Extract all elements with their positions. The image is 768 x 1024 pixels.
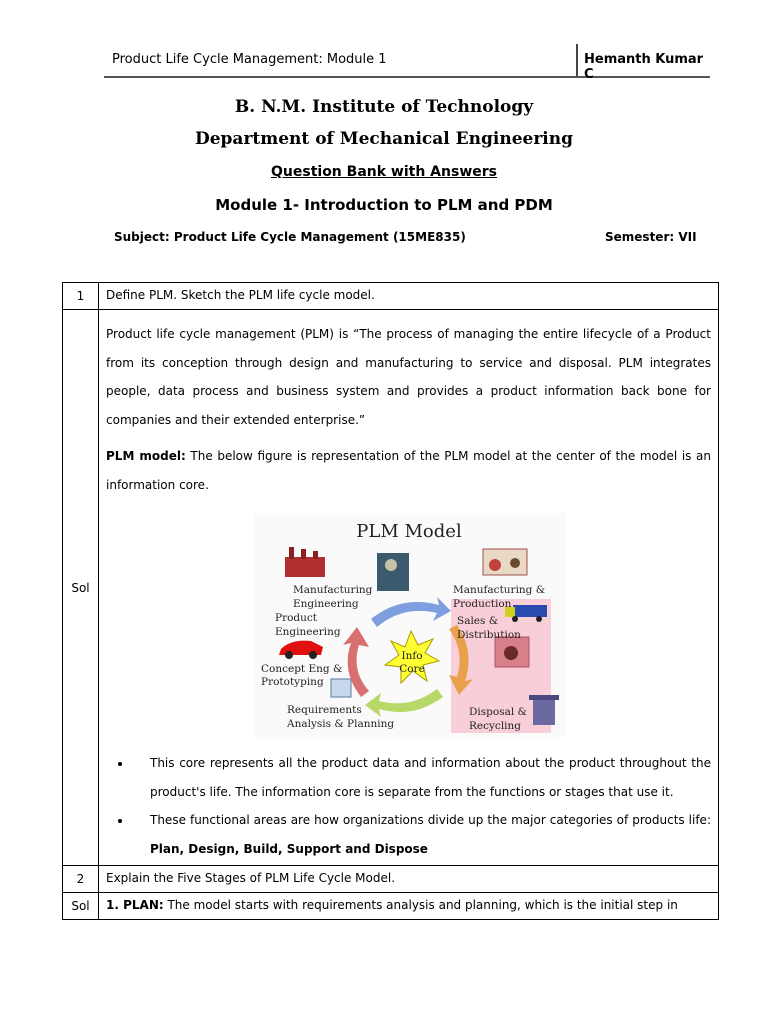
model-paragraph xyxy=(106,442,711,499)
header-right: Hemanth Kumar C xyxy=(584,52,704,82)
question-table xyxy=(62,282,719,920)
model-paragraph-lead: PLM model: xyxy=(106,449,186,463)
question-cell xyxy=(99,283,719,310)
label-mfg-eng-1: Manufacturing xyxy=(292,584,372,596)
header-separator xyxy=(576,44,578,76)
plan-stage-text xyxy=(106,893,711,919)
bullet2-text: These functional areas are how organizations divide up the major categories of products life: xyxy=(150,813,711,827)
label-mfg-eng-2: Engineering xyxy=(292,598,359,610)
question-text: Define PLM. Sketch the PLM life cycle model. xyxy=(106,288,375,302)
label-sales-1: Sales & xyxy=(456,615,498,627)
label-req-2: Analysis & Planning xyxy=(286,718,394,730)
plm-model-figure xyxy=(253,513,565,737)
plan-stage-lead: 1. PLAN: xyxy=(106,898,164,912)
plm-model-diagram xyxy=(253,513,565,737)
worker-icon xyxy=(377,553,409,591)
table-row xyxy=(63,310,719,866)
label-mfg-prod-1: Manufacturing & xyxy=(452,584,545,596)
table-row xyxy=(63,893,719,920)
page-header xyxy=(104,44,710,82)
assembly-icon xyxy=(483,549,527,575)
row-number: 2 xyxy=(63,866,99,893)
solution-cell xyxy=(99,310,719,866)
question-cell xyxy=(99,866,719,893)
core-bullet-list xyxy=(106,749,711,863)
table-row xyxy=(63,866,719,893)
label-prod-eng-1: Product xyxy=(274,612,317,624)
row-number: Sol xyxy=(63,310,99,866)
semester-line: Semester: VII xyxy=(605,230,697,244)
question-bank-heading: Question Bank with Answers xyxy=(271,164,497,180)
label-sales-2: Distribution xyxy=(456,629,521,641)
label-disposal-2: Recycling xyxy=(468,720,521,732)
label-disposal-1: Disposal & xyxy=(468,706,527,718)
solution-cell xyxy=(99,893,719,920)
table-row xyxy=(63,283,719,310)
definition-paragraph: Product life cycle management (PLM) is “The process of managing the entire lifecycle of a Product from its conception through design and manufacturing to service and disposal. PLM integrates people, data process and business system and provides a product information back bone for companies and their extended enterprise.” xyxy=(106,327,711,427)
model-paragraph-text: The below figure is representation of the PLM model at the center of the model is an information core. xyxy=(106,449,712,492)
plan-stage-body: The model starts with requirements analysis and planning, which is the initial step in xyxy=(163,898,678,912)
blueprint-icon xyxy=(331,679,351,697)
bullet2-stages: Plan, Design, Build, Support and Dispose xyxy=(150,841,428,856)
label-prod-eng-2: Engineering xyxy=(274,626,341,638)
core-label-2: Core xyxy=(398,663,425,675)
recycle-bin-icon xyxy=(529,695,559,725)
row-number: 1 xyxy=(63,283,99,310)
core-label-1: Info xyxy=(400,650,423,662)
label-concept-1: Concept Eng & xyxy=(260,663,342,675)
figure-title: PLM Model xyxy=(355,521,462,542)
label-mfg-prod-2: Production xyxy=(452,598,511,610)
list-item xyxy=(132,806,711,863)
institute-title: B. N.M. Institute of Technology xyxy=(234,97,534,117)
label-concept-2: Prototyping xyxy=(260,676,324,688)
header-left: Product Life Cycle Management: Module 1 xyxy=(112,52,387,67)
shop-icon xyxy=(495,637,529,667)
subject-line: Subject: Product Life Cycle Management (15ME835) xyxy=(114,230,466,244)
module-heading: Module 1- Introduction to PLM and PDM xyxy=(215,196,553,214)
question-text: Explain the Five Stages of PLM Life Cycle Model. xyxy=(106,871,396,885)
department-title: Department of Mechanical Engineering xyxy=(194,129,573,149)
list-item: • This core represents all the product data and information about the product throughout the product's life. The information core is separate from the functions or stages that use it. xyxy=(132,749,711,806)
row-number: Sol xyxy=(63,893,99,920)
label-req-1: Requirements xyxy=(286,704,362,716)
